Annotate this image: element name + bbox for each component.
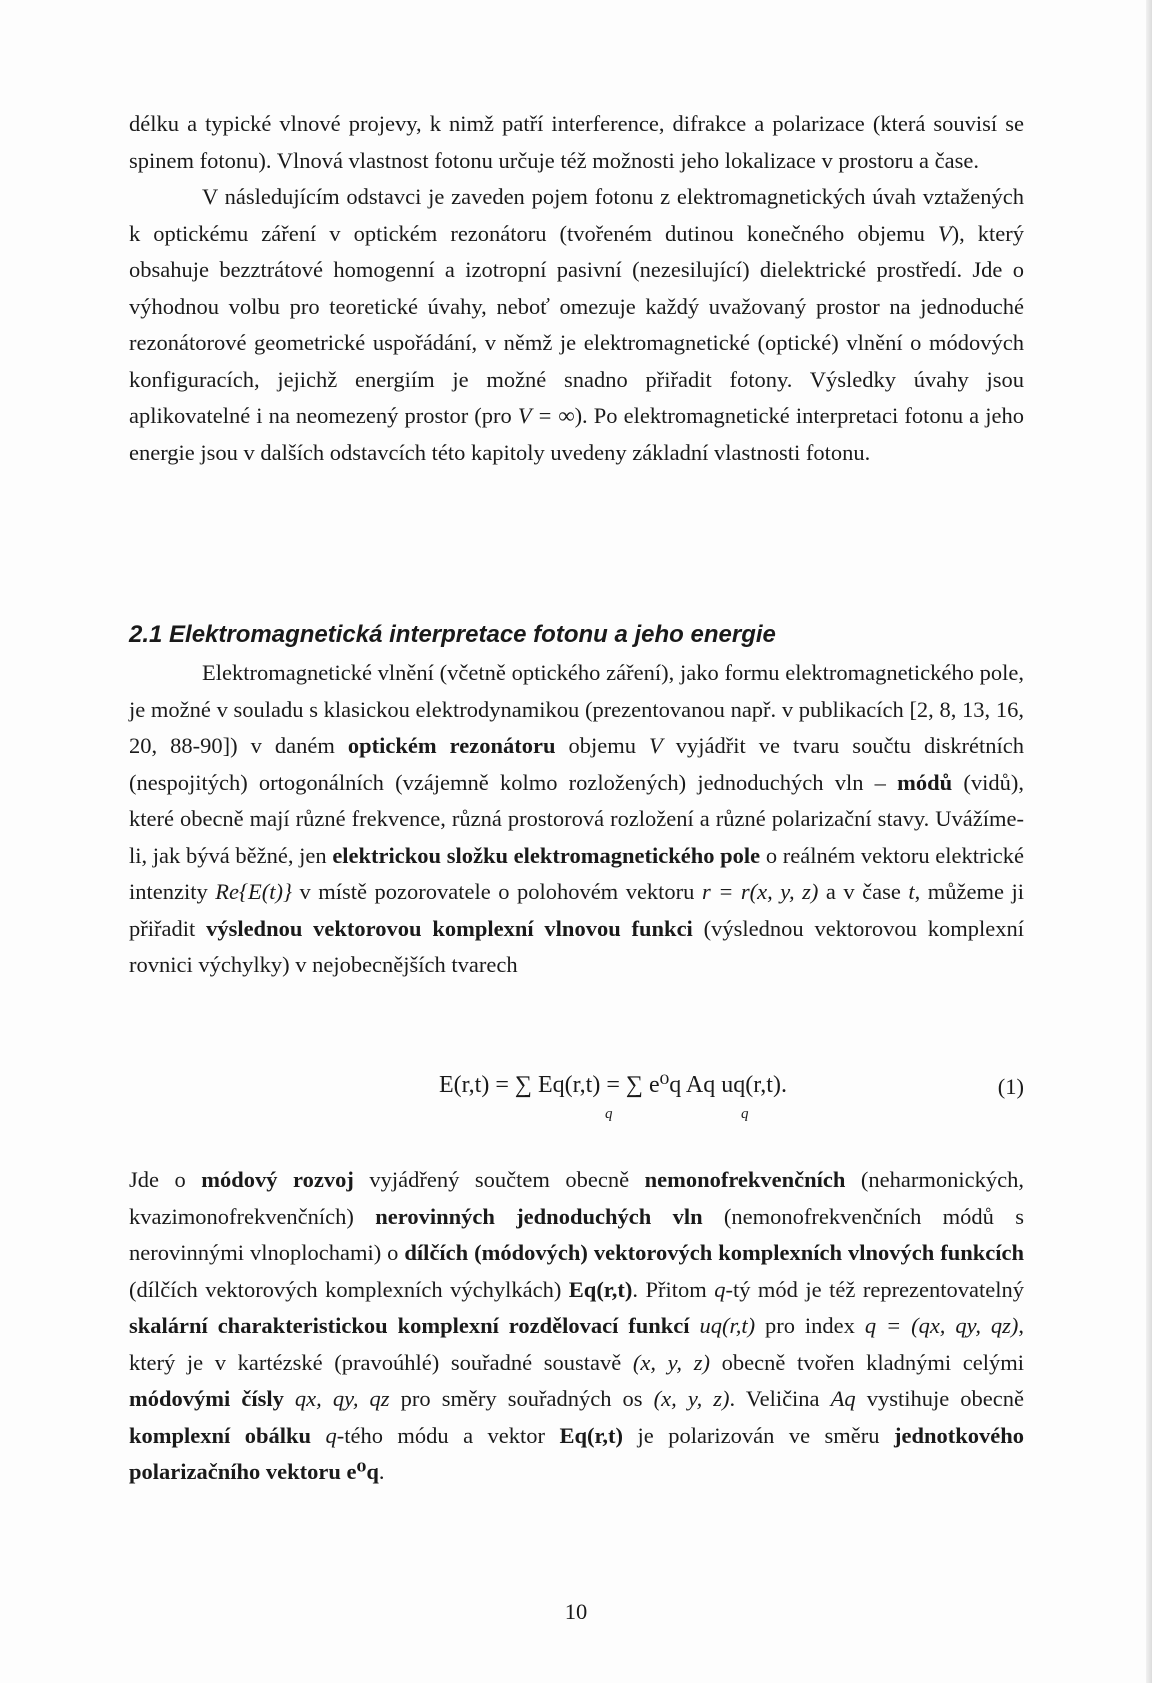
math-inline: V = ∞ bbox=[517, 403, 575, 428]
math-inline: Aq bbox=[830, 1386, 856, 1411]
text-run: -tého módu a vektor bbox=[336, 1422, 560, 1448]
variable-t: t bbox=[908, 879, 915, 904]
sum-index-2: q bbox=[741, 1106, 749, 1122]
text-run: . Přitom bbox=[632, 1276, 715, 1302]
page-edge-shadow bbox=[1146, 0, 1152, 1683]
text-run: ). Po elektromagnetické interpretaci fotonu a jeho energie jsou v dalších odstavcích této kapitoly uvedeny základní vlastnosti fotonu. bbox=[129, 403, 1024, 465]
bold-term: módů bbox=[897, 769, 953, 795]
text-run: pro směry souřadných os bbox=[389, 1386, 654, 1411]
intro-paragraph-1: délku a typické vlnové projevy, k nimž patří interference, difrakce a polarizace (která souvisí se spinem fotonu). Vlnová vlastnost fotonu určuje též možnosti jeho lokalizace v prostoru a čase. bbox=[129, 111, 1024, 173]
text-run: objemu bbox=[555, 733, 650, 758]
text-run: (dílčích vektorových komplexních výchylkách) bbox=[129, 1276, 569, 1302]
section-heading: 2.1 Elektromagnetická interpretace fotonu a jeho energie bbox=[129, 621, 776, 648]
text-run: (neharmonických, kvazimonofrekvenčních) bbox=[129, 1167, 1024, 1229]
bold-term: nerovinných jednoduchých vln bbox=[375, 1203, 703, 1229]
sum-index-1: q bbox=[605, 1106, 613, 1122]
math-inline: Eq(r,t) bbox=[568, 1276, 633, 1302]
math-inline: q = (qx, qy, qz) bbox=[864, 1313, 1019, 1338]
page-number: 10 bbox=[564, 1599, 588, 1624]
text-run: -tý mód je též reprezentovatelný bbox=[725, 1276, 1024, 1302]
math-inline: e⁰q bbox=[346, 1459, 379, 1484]
text-run: o reálném vektoru elektrické intenzity bbox=[129, 842, 1024, 904]
math-inline: Re{E(t)} bbox=[215, 879, 292, 904]
variable-V: V bbox=[937, 220, 952, 246]
paragraph bbox=[129, 655, 1024, 984]
bold-term: dílčích (módových) vektorových komplexních vlnových funkcích bbox=[404, 1240, 1024, 1265]
text-run: V následujícím odstavci je zaveden pojem fotonu z elektromagnetických úvah vztažených k optickému záření v optickém rezonátoru (tvořeném dutinou konečného objemu bbox=[129, 184, 1024, 246]
body-paragraph-1 bbox=[129, 655, 1024, 984]
equation-number: (1) bbox=[997, 1074, 1024, 1099]
text-run: , můžeme ji přiřadit bbox=[129, 879, 1024, 941]
bold-term: komplexní obálku bbox=[129, 1422, 312, 1448]
text-run: , který je v kartézské (pravoúhlé) souřadné soustavě bbox=[129, 1313, 1025, 1375]
text-run: vyjádřit ve tvaru součtu diskrétních (nespojitých) ortogonálních (vzájemně kolmo rozložených) jednoduchých vln – bbox=[129, 733, 1025, 795]
variable-V: V bbox=[649, 733, 663, 758]
bold-term: výslednou vektorovou komplexní vlnovou funkci bbox=[206, 915, 693, 941]
equation-body: E(r,t) = ∑ Eq(r,t) = ∑ e⁰q Aq uq(r,t). bbox=[439, 1072, 787, 1098]
paragraph bbox=[129, 1162, 1024, 1491]
math-inline: r = r(x, y, z) bbox=[701, 879, 819, 904]
text-run: (nemonofrekvenčních módů s nerovinnými vlnoplochami) o bbox=[129, 1203, 1025, 1265]
text-run: (vidů), které obecně mají různé frekvence, různá prostorová rozložení a různé polarizační stavy. Uvážíme-li, jak bývá běžné, jen bbox=[129, 769, 1024, 868]
bold-term: optickém rezonátoru bbox=[347, 733, 556, 758]
variable-q: q bbox=[325, 1422, 337, 1448]
bold-term: skalární charakteristickou komplexní rozdělovací funkcí bbox=[129, 1313, 690, 1338]
text-run: v místě pozorovatele o polohovém vektoru bbox=[291, 879, 702, 904]
text-run: a v čase bbox=[818, 879, 909, 904]
text-run: vyjádřený součtem obecně bbox=[353, 1167, 645, 1192]
text-run: je polarizován ve směru bbox=[623, 1422, 894, 1448]
text-run: . Veličina bbox=[729, 1386, 831, 1411]
text-run: Elektromagnetické vlnění (včetně optického záření), jako formu elektromagnetického pole, je možné v souladu s klasickou elektrodynamikou (prezentovanou např. v publikacích [2, 8, 13, 16, 20, 88-90]) v daném bbox=[129, 660, 1024, 758]
text-run: . bbox=[378, 1459, 385, 1484]
text-run: Jde o bbox=[129, 1167, 202, 1192]
variable-q: q bbox=[714, 1276, 726, 1302]
intro-text bbox=[129, 106, 1024, 471]
math-inline: (x, y, z) bbox=[632, 1349, 710, 1375]
bold-term: jednotkového polarizačního vektoru bbox=[129, 1422, 1024, 1484]
bold-term: nemonofrekvenčních bbox=[644, 1167, 846, 1192]
intro-paragraph-2 bbox=[129, 179, 1024, 471]
math-inline: uq(r,t) bbox=[699, 1313, 756, 1338]
math-inline: qx, qy, qz bbox=[294, 1386, 390, 1411]
text-run: pro index bbox=[755, 1313, 865, 1338]
body-paragraph-2 bbox=[129, 1162, 1024, 1491]
math-inline: Eq(r,t) bbox=[559, 1422, 624, 1448]
text-run: (výslednou vektorovou komplexní rovnici výchylky) v nejobecnějších tvarech bbox=[129, 915, 1024, 977]
text-run: obecně tvořen kladnými celými bbox=[709, 1349, 1024, 1375]
text-run: ), který obsahuje bezztrátové homogenní a izotropní pasivní (nezesilující) dielektrické prostředí. Jde o výhodnou volbu pro teoretické úvahy, neboť omezuje každý uvažovaný prostor na jednoduché rezonátorové geometrické uspořádání, v němž je elektromagnetické (optické) vlnění o módových konfiguracích, jejichž energiím je možné snadno přiřadit fotony. Výsledky úvahy jsou aplikovatelné i na neomezený prostor (pro bbox=[129, 220, 1024, 428]
math-inline: (x, y, z) bbox=[653, 1386, 730, 1411]
equation-1 bbox=[129, 1062, 1024, 1142]
text-run: vystihuje obecně bbox=[855, 1386, 1024, 1411]
bold-term: elektrickou složku elektromagnetického pole bbox=[332, 842, 761, 868]
bold-term: módovými čísly bbox=[129, 1386, 284, 1411]
bold-term: módový rozvoj bbox=[201, 1167, 354, 1192]
